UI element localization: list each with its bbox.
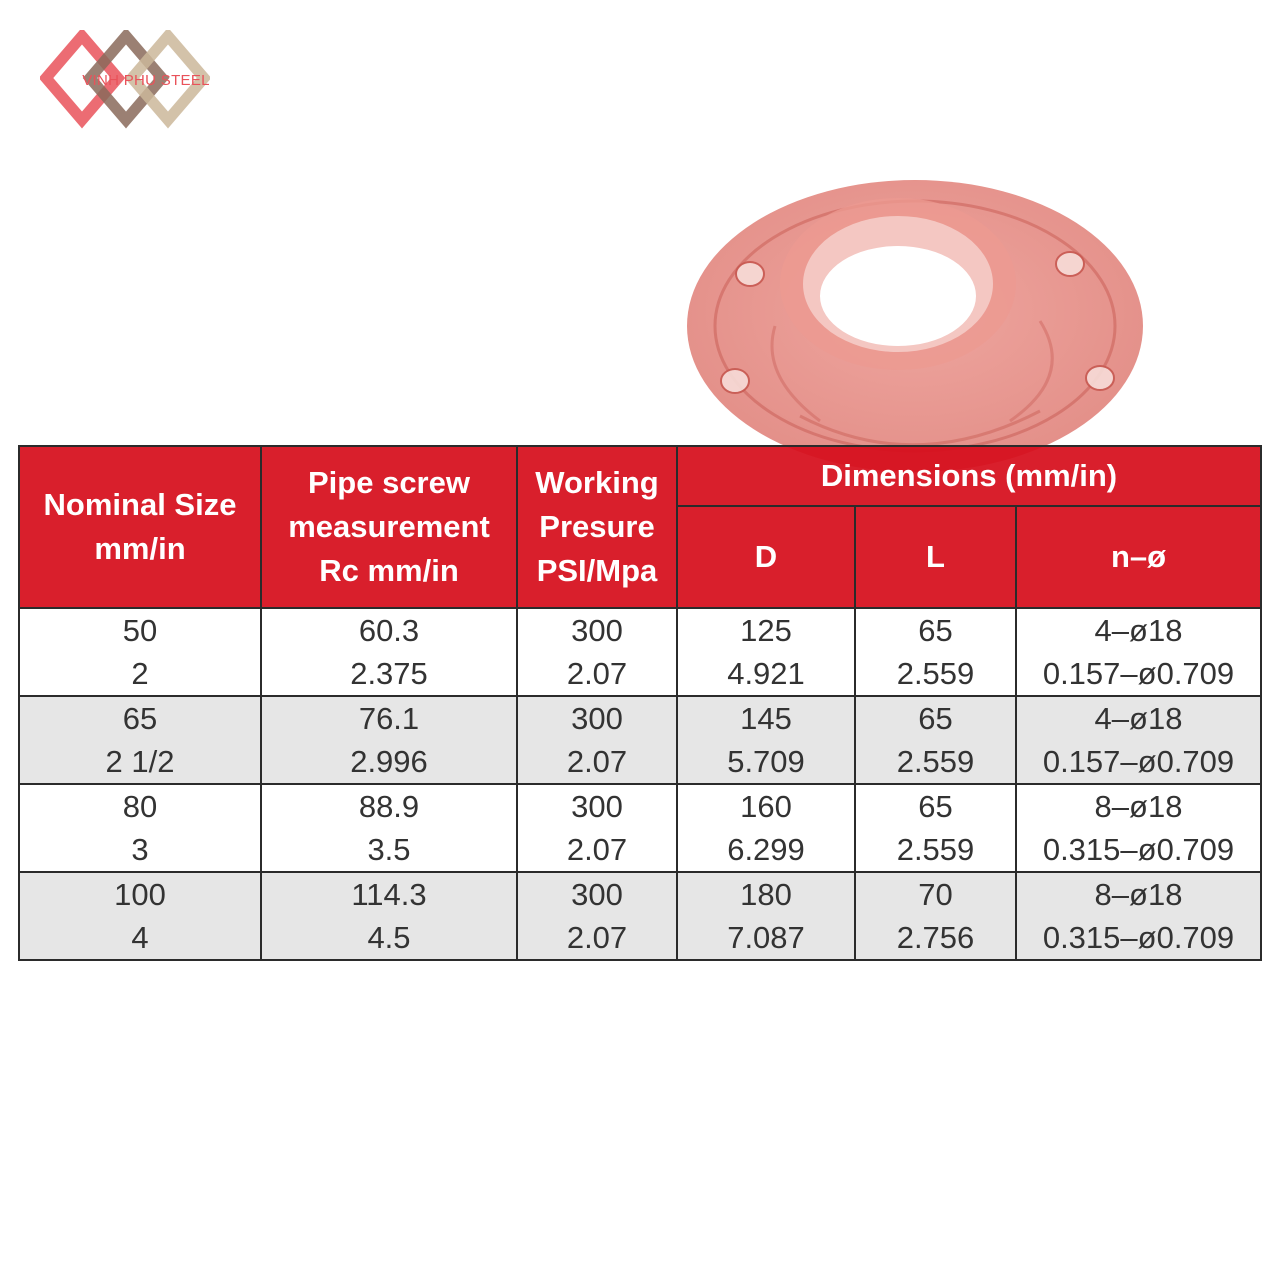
cell-n: 4–ø18 0.157–ø0.709 (1016, 608, 1261, 696)
cell-n: 8–ø18 0.315–ø0.709 (1016, 872, 1261, 960)
cell-d: 160 6.299 (677, 784, 855, 872)
cell-d: 180 7.087 (677, 872, 855, 960)
cell-nominal: 50 2 (19, 608, 261, 696)
table-row (19, 696, 1261, 784)
grooved-flange-adapter-icon (680, 176, 1150, 476)
cell-n: 4–ø18 0.157–ø0.709 (1016, 696, 1261, 784)
header-pipe-screw: Pipe screw measurement Rc mm/in (261, 446, 517, 608)
header-dimensions: Dimensions (mm/in) (677, 446, 1261, 506)
cell-pipe: 88.9 3.5 (261, 784, 517, 872)
cell-l: 70 2.756 (855, 872, 1016, 960)
cell-d: 125 4.921 (677, 608, 855, 696)
header-l: L (855, 506, 1016, 608)
cell-nominal: 65 2 1/2 (19, 696, 261, 784)
cell-pressure: 300 2.07 (517, 784, 677, 872)
cell-pipe: 76.1 2.996 (261, 696, 517, 784)
header-d: D (677, 506, 855, 608)
header-working-pressure: Working Presure PSI/Mpa (517, 446, 677, 608)
cell-pressure: 300 2.07 (517, 608, 677, 696)
cell-pipe: 60.3 2.375 (261, 608, 517, 696)
spec-table (18, 445, 1262, 961)
cell-nominal: 80 3 (19, 784, 261, 872)
table-row (19, 784, 1261, 872)
cell-pipe: 114.3 4.5 (261, 872, 517, 960)
table-row (19, 872, 1261, 960)
cell-l: 65 2.559 (855, 784, 1016, 872)
cell-l: 65 2.559 (855, 608, 1016, 696)
cell-n: 8–ø18 0.315–ø0.709 (1016, 784, 1261, 872)
cell-pressure: 300 2.07 (517, 872, 677, 960)
header-n-phi: n–ø (1016, 506, 1261, 608)
brand-name: VINH PHU STEEL (82, 72, 210, 89)
header-nominal-size: Nominal Size mm/in (19, 446, 261, 608)
table-row (19, 608, 1261, 696)
brand-logo (40, 30, 210, 140)
cell-l: 65 2.559 (855, 696, 1016, 784)
cell-nominal: 100 4 (19, 872, 261, 960)
cell-pressure: 300 2.07 (517, 696, 677, 784)
cell-d: 145 5.709 (677, 696, 855, 784)
